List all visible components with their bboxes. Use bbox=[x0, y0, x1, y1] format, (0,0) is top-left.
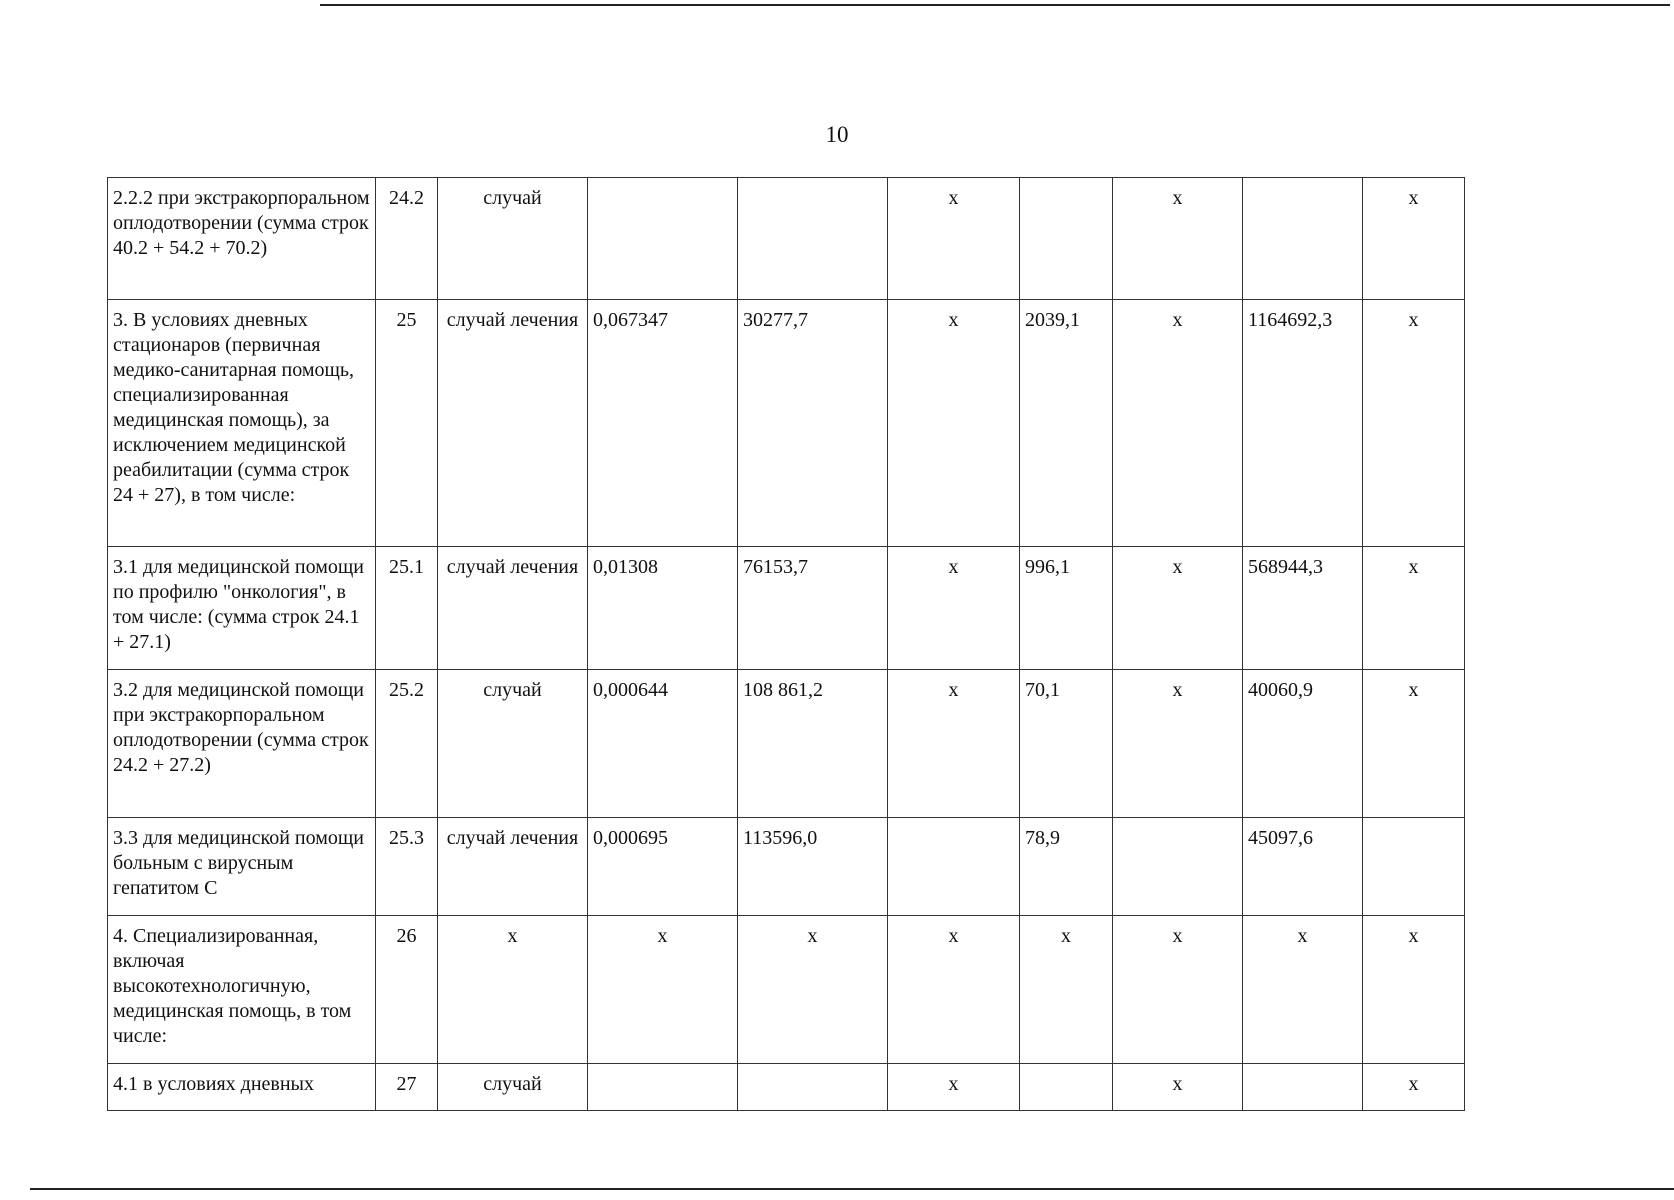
cell-v6: 1164692,3 bbox=[1243, 300, 1363, 547]
row-code: 27 bbox=[376, 1064, 438, 1111]
cell-v2: 30277,7 bbox=[738, 300, 888, 547]
cell-v6 bbox=[1243, 1064, 1363, 1111]
row-name: 3.3 для медицинской помощи больным с вирусным гепатитом С bbox=[108, 818, 376, 916]
cell-v5: х bbox=[1113, 670, 1243, 818]
cell-v3: х bbox=[888, 300, 1020, 547]
cell-v4: 2039,1 bbox=[1020, 300, 1113, 547]
row-unit: случай лечения bbox=[438, 300, 588, 547]
row-code: 26 bbox=[376, 916, 438, 1064]
cell-v1: 0,067347 bbox=[588, 300, 738, 547]
row-code: 25 bbox=[376, 300, 438, 547]
row-unit: случай лечения bbox=[438, 547, 588, 670]
cell-v1: х bbox=[588, 916, 738, 1064]
table-row bbox=[108, 178, 1465, 300]
table-row bbox=[108, 670, 1465, 818]
cell-v3 bbox=[888, 818, 1020, 916]
row-name: 4. Специализированная, включая высокотехнологичную, медицинская помощь, в том числе: bbox=[108, 916, 376, 1064]
cell-v5: х bbox=[1113, 1064, 1243, 1111]
cell-v7: х bbox=[1363, 916, 1465, 1064]
cell-v3: х bbox=[888, 670, 1020, 818]
cell-v1: 0,01308 bbox=[588, 547, 738, 670]
table-row bbox=[108, 818, 1465, 916]
row-unit: случай bbox=[438, 178, 588, 300]
table-row bbox=[108, 916, 1465, 1064]
cell-v2: 113596,0 bbox=[738, 818, 888, 916]
cell-v6: 568944,3 bbox=[1243, 547, 1363, 670]
cell-v5: х bbox=[1113, 916, 1243, 1064]
row-code: 25.3 bbox=[376, 818, 438, 916]
cell-v2 bbox=[738, 178, 888, 300]
cell-v3: х bbox=[888, 547, 1020, 670]
cell-v5: х bbox=[1113, 178, 1243, 300]
bottom-rule-line bbox=[30, 1188, 1674, 1190]
page-number: 10 bbox=[825, 122, 849, 147]
cell-v7: х bbox=[1363, 300, 1465, 547]
row-code: 24.2 bbox=[376, 178, 438, 300]
cell-v1 bbox=[588, 1064, 738, 1111]
cell-v4 bbox=[1020, 178, 1113, 300]
cell-v7: х bbox=[1363, 547, 1465, 670]
top-rule-line bbox=[320, 4, 1670, 6]
table-row bbox=[108, 300, 1465, 547]
cell-v5: х bbox=[1113, 300, 1243, 547]
cell-v7: х bbox=[1363, 178, 1465, 300]
cell-v1: 0,000695 bbox=[588, 818, 738, 916]
row-unit: случай лечения bbox=[438, 818, 588, 916]
cell-v2: х bbox=[738, 916, 888, 1064]
cell-v5: х bbox=[1113, 547, 1243, 670]
row-unit: случай bbox=[438, 670, 588, 818]
cell-v1 bbox=[588, 178, 738, 300]
cell-v6: 40060,9 bbox=[1243, 670, 1363, 818]
table-row bbox=[108, 1064, 1465, 1111]
cell-v4 bbox=[1020, 1064, 1113, 1111]
cell-v2: 108 861,2 bbox=[738, 670, 888, 818]
cell-v7: х bbox=[1363, 670, 1465, 818]
data-table bbox=[107, 177, 1465, 1111]
row-name: 3. В условиях дневных стационаров (первичная медико-санитарная помощь, специализированная медицинская помощь), за исключением медицинской реабилитации (сумма строк 24 + 27), в том числе: bbox=[108, 300, 376, 547]
cell-v3: х bbox=[888, 1064, 1020, 1111]
cell-v7: х bbox=[1363, 1064, 1465, 1111]
cell-v5 bbox=[1113, 818, 1243, 916]
row-name: 3.2 для медицинской помощи при экстракорпоральном оплодотворении (сумма строк 24.2 + 27.2) bbox=[108, 670, 376, 818]
cell-v7 bbox=[1363, 818, 1465, 916]
cell-v3: х bbox=[888, 178, 1020, 300]
cell-v1: 0,000644 bbox=[588, 670, 738, 818]
row-unit: х bbox=[438, 916, 588, 1064]
row-name: 4.1 в условиях дневных bbox=[108, 1064, 376, 1111]
cell-v4: х bbox=[1020, 916, 1113, 1064]
cell-v6: 45097,6 bbox=[1243, 818, 1363, 916]
table-row bbox=[108, 547, 1465, 670]
row-name: 3.1 для медицинской помощи по профилю "онкология", в том числе: (сумма строк 24.1 + 27.1) bbox=[108, 547, 376, 670]
row-code: 25.2 bbox=[376, 670, 438, 818]
cell-v2: 76153,7 bbox=[738, 547, 888, 670]
cell-v4: 78,9 bbox=[1020, 818, 1113, 916]
cell-v6: х bbox=[1243, 916, 1363, 1064]
cell-v4: 70,1 bbox=[1020, 670, 1113, 818]
cell-v3: х bbox=[888, 916, 1020, 1064]
row-name: 2.2.2 при экстракорпоральном оплодотворении (сумма строк 40.2 + 54.2 + 70.2) bbox=[108, 178, 376, 300]
row-unit: случай bbox=[438, 1064, 588, 1111]
cell-v4: 996,1 bbox=[1020, 547, 1113, 670]
cell-v6 bbox=[1243, 178, 1363, 300]
row-code: 25.1 bbox=[376, 547, 438, 670]
cell-v2 bbox=[738, 1064, 888, 1111]
